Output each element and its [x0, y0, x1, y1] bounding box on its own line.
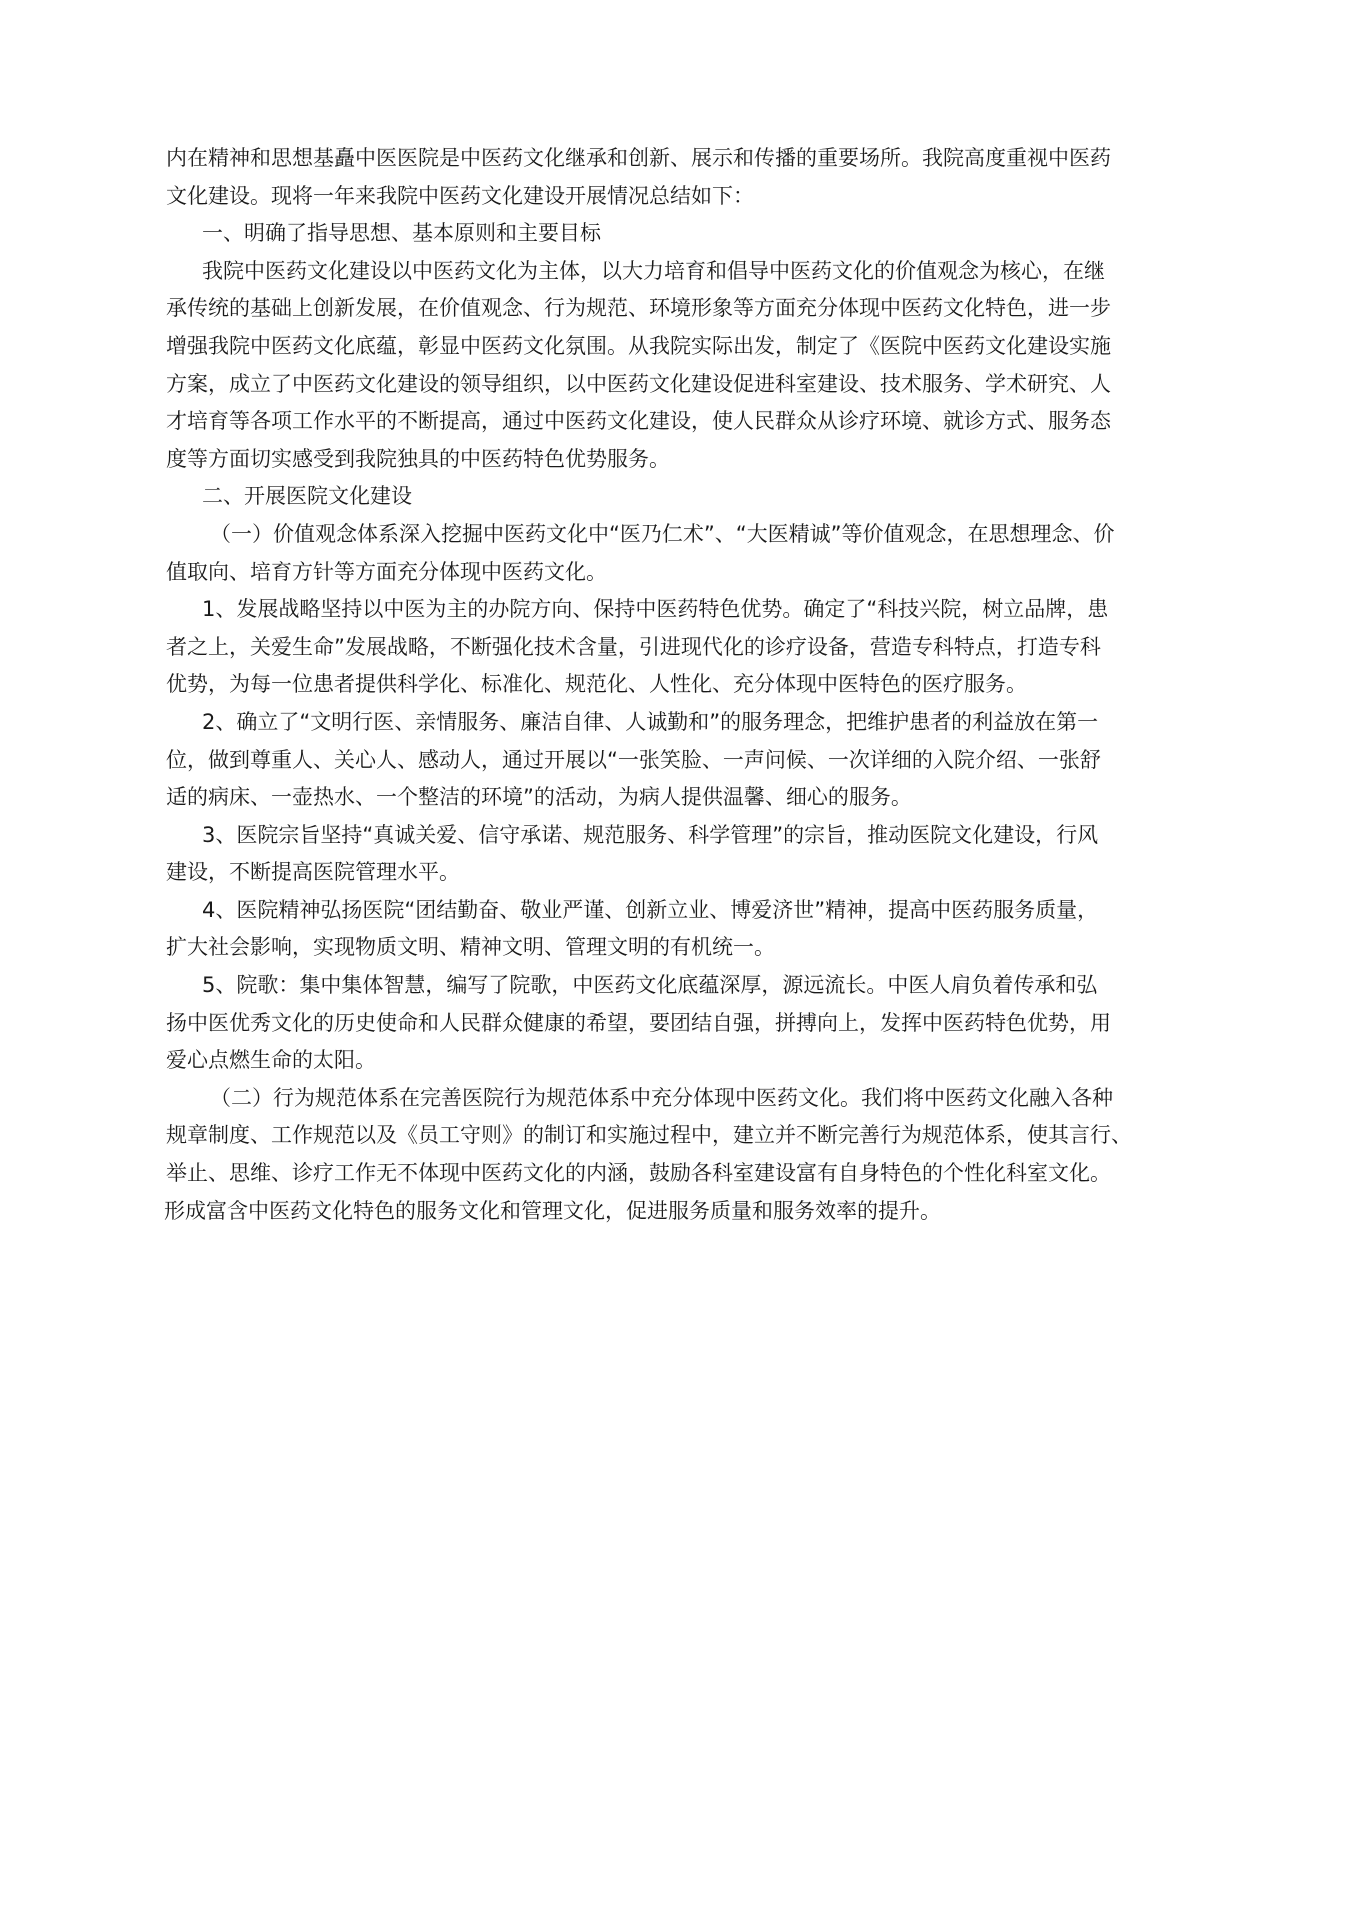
- text-line: 建设，不断提高医院管理水平。: [166, 860, 460, 885]
- section-heading: 一、明确了指导思想、基本原则和主要目标: [202, 221, 601, 246]
- text-line: 爱心点燃生命的太阳。: [166, 1048, 376, 1073]
- subsection-line: （二）行为规范体系在完善医院行为规范体系中充分体现中医药文化。我们将中医药文化融入各种: [210, 1085, 1113, 1110]
- document-body: [164, 140, 1244, 1230]
- text-line: 值取向、培育方针等方面充分体现中医药文化。: [166, 559, 607, 584]
- list-item-line: 3、医院宗旨坚持“真诚关爱、信守承诺、规范服务、科学管理”的宗旨，推动医院文化建设，行风: [202, 822, 1099, 847]
- list-item-line: 4、医院精神弘扬医院“团结勤奋、敬业严谨、创新立业、博爱济世”精神，提高中医药服务质量，: [202, 897, 1099, 922]
- text-line: 适的病床、一壶热水、一个整洁的环境”的活动，为病人提供温馨、细心的服务。: [166, 785, 912, 810]
- text-line: 度等方面切实感受到我院独具的中医药特色优势服务。: [166, 446, 670, 471]
- text-line: 扬中医优秀文化的历史使命和人民群众健康的希望，要团结自强，拼搏向上，发挥中医药特色优势，用: [166, 1010, 1111, 1035]
- subsection-line: （一）价值观念体系深入挖掘中医药文化中“医乃仁术”、“大医精诚”等价值观念，在思想理念、价: [210, 521, 1115, 546]
- text-line: 才培育等各项工作水平的不断提高，通过中医药文化建设，使人民群众从诊疗环境、就诊方式、服务态: [166, 409, 1111, 434]
- text-line: 承传统的基础上创新发展，在价值观念、行为规范、环境形象等方面充分体现中医药文化特色，进一步: [166, 296, 1111, 321]
- list-item-line: 2、确立了“文明行医、亲情服务、廉洁自律、人诚勤和”的服务理念，把维护患者的利益放在第一: [202, 709, 1099, 734]
- text-line: 增强我院中医药文化底蕴，彰显中医药文化氛围。从我院实际出发，制定了《医院中医药文化建设实施: [166, 333, 1111, 358]
- list-item-line: 1、发展战略坚持以中医为主的办院方向、保持中医药特色优势。确定了“科技兴院，树立品牌，患: [202, 597, 1109, 622]
- text-line: 文化建设。现将一年来我院中医药文化建设开展情况总结如下：: [166, 183, 754, 208]
- text-line: 优势，为每一位患者提供科学化、标准化、规范化、人性化、充分体现中医特色的医疗服务。: [166, 672, 1027, 697]
- text-line: 扩大社会影响，实现物质文明、精神文明、管理文明的有机统一。: [166, 935, 775, 960]
- text-line: 位，做到尊重人、关心人、感动人，通过开展以“一张笑脸、一声问候、一次详细的入院介绍、一张舒: [166, 747, 1101, 772]
- text-line: 我院中医药文化建设以中医药文化为主体，以大力培育和倡导中医药文化的价值观念为核心，在继: [202, 258, 1105, 283]
- text-line: 规章制度、工作规范以及《员工守则》的制订和实施过程中，建立并不断完善行为规范体系，使其言行、: [166, 1123, 1132, 1148]
- text-line: 方案，成立了中医药文化建设的领导组织，以中医药文化建设促进科室建设、技术服务、学术研究、人: [166, 371, 1111, 396]
- text-line: 举止、思维、诊疗工作无不体现中医药文化的内涵，鼓励各科室建设富有自身特色的个性化科室文化。: [166, 1161, 1111, 1186]
- list-item-line: 5、院歌：集中集体智慧，编写了院歌，中医药文化底蕴深厚，源远流长。中医人肩负着传承和弘: [202, 973, 1098, 998]
- text-line: 内在精神和思想基矗中医医院是中医药文化继承和创新、展示和传播的重要场所。我院高度重视中医药: [166, 146, 1111, 170]
- text-line: 者之上，关爱生命”发展战略，不断强化技术含量，引进现代化的诊疗设备，营造专科特点，打造专科: [166, 634, 1101, 659]
- text-line: 形成富含中医药文化特色的服务文化和管理文化，促进服务质量和服务效率的提升。: [164, 1198, 941, 1223]
- section-heading: 二、开展医院文化建设: [202, 484, 412, 509]
